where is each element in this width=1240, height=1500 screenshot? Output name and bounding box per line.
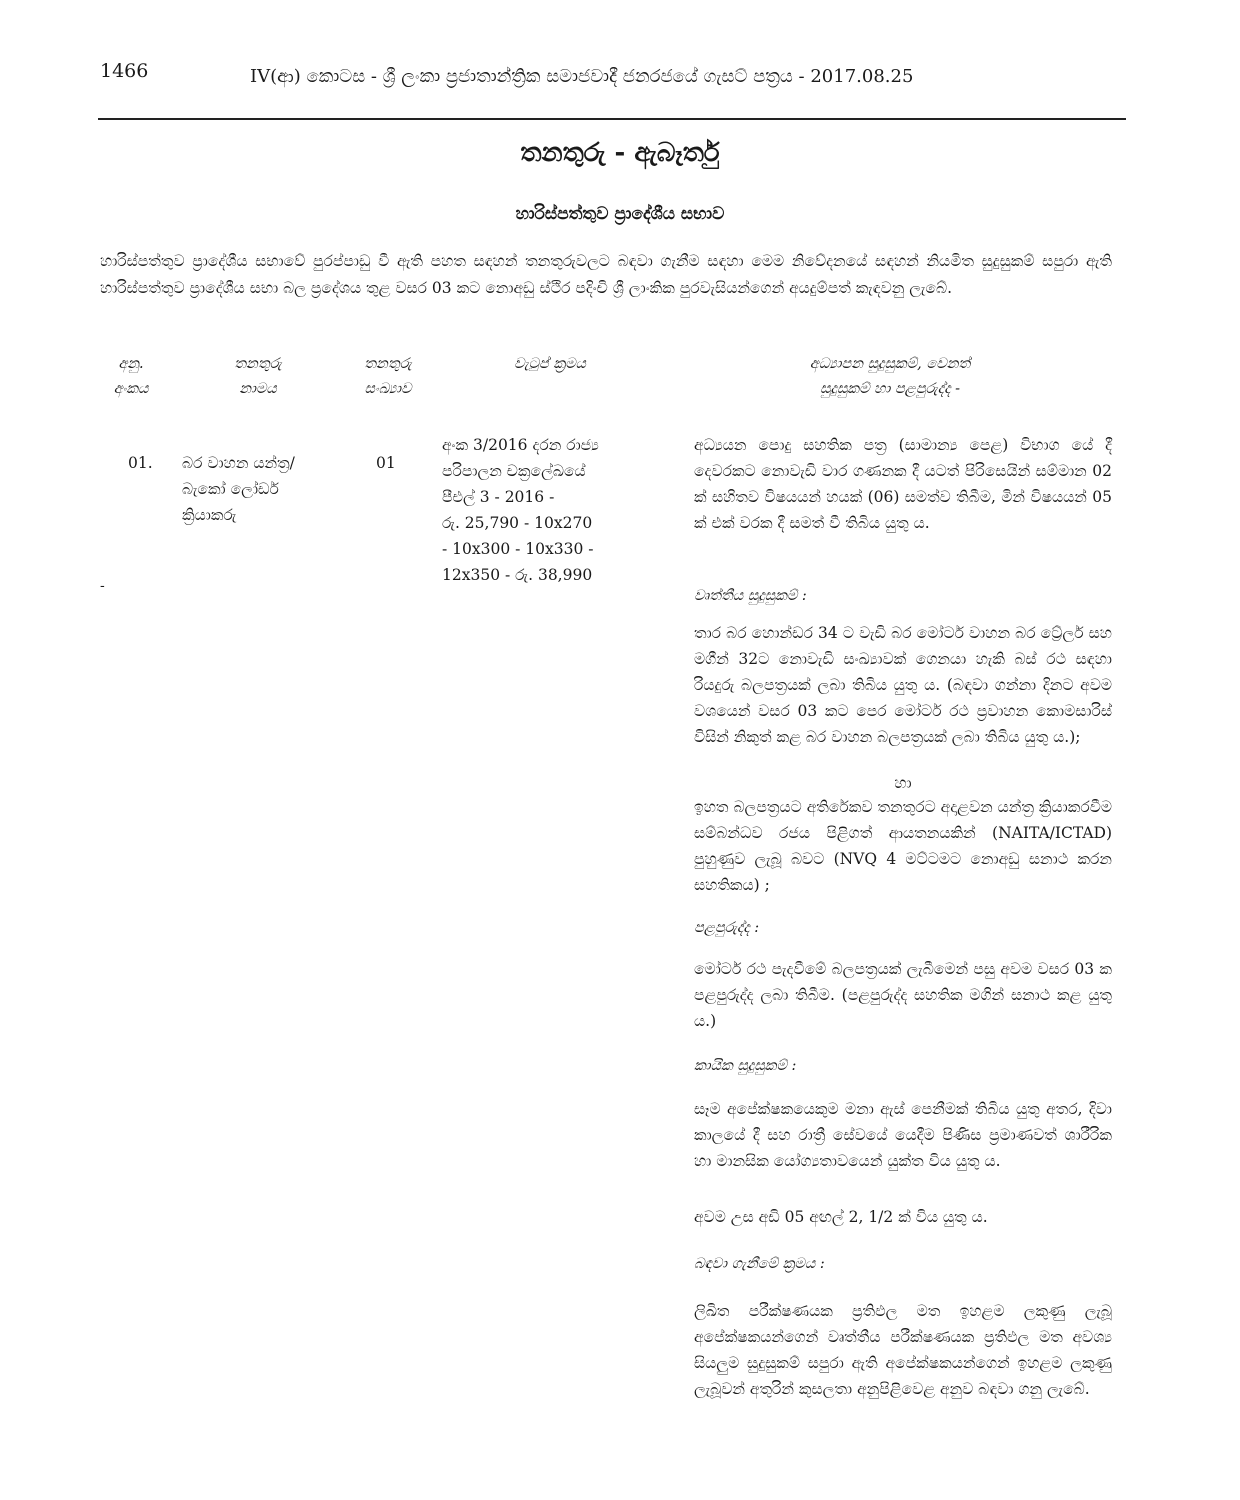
salary-line2: පරිපාලන චක්‍රලේඛයේ [442, 462, 586, 480]
section-title: තනතුරු - ඇබෑර්තු [520, 138, 720, 168]
experience-heading: පළපුරුද්ද : [694, 920, 760, 936]
col-header-salary [470, 352, 630, 377]
col-header-serial-line2: අංකය [113, 381, 149, 397]
post-name-line3: ක්‍රියාකරු [182, 506, 237, 524]
row-serial: 01. [128, 454, 153, 472]
salary-line6: 12x350 - රු. 38,990 [442, 566, 593, 584]
col-header-count [338, 352, 438, 402]
col-header-post-line2: නාමය [239, 381, 277, 397]
page-number: 1466 [100, 60, 149, 82]
col-header-salary-line1: වැටුප් ක්‍රමය [514, 356, 586, 372]
row-post-name [182, 450, 352, 528]
col-header-qual-line1: අධ්‍යාපන සුදුසුකම්, වෙනත් [809, 356, 971, 372]
col-header-count-line2: සංඛ්‍යාව [364, 381, 412, 397]
physical-qualifications-heading: කායික සුදුසුකම් : [694, 1058, 797, 1074]
and-connector: හා [894, 774, 912, 792]
header-rule [98, 118, 1126, 120]
physical-qualification-2: අවම උස අඩි 05 අඟල් 2, 1/2 ක් විය යුතු ය. [694, 1208, 988, 1226]
professional-qualifications-heading: වෘත්තීය සුදුසුකම් : [694, 588, 807, 604]
recruitment-method-heading: බඳවා ගැනීමේ ක්‍රමය : [694, 1256, 825, 1272]
post-name-line2: බැකෝ ලෝඩර් [182, 480, 279, 498]
col-header-serial-line1: අනු. [118, 356, 144, 372]
physical-qualification-1: සෑම අපේක්ෂකයෙකුම මනා ඇස් පෙනීමක් තිබිය යුතු අතර, දිවා කාලයේ දී සහ රාත්‍රී සේවයේ යෙදීම පිණිස ප්‍රමාණවත් ශාරීරික හා මානසික යෝග්‍යතාවයෙන් යුක්ත විය යුතු ය. [694, 1100, 1112, 1170]
row-count: 01 [376, 454, 396, 472]
salary-line1: අංක 3/2016 දරන රාජ්‍ය [442, 436, 599, 454]
salary-line3: පීඑල් 3 - 2016 - [442, 488, 555, 506]
row-salary [442, 432, 652, 588]
organization-name: හාරිස්පත්තුව ප්‍රාදේශීය සභාව [515, 204, 725, 224]
professional-qualification-1: තාර බර හොන්ඩර 34 ට වැඩි බර මෝටර් වාහන බර ට්‍රේලර් සහ මගීන් 32ට නොවැඩි සංඛ්‍යාවක් ගෙනයා හැකි බස් රථ සඳහා රියදුරු බලපත්‍රයක් ලබා තිබිය යුතු ය. (බඳවා ගන්නා දිනට අවම වශයෙන් වසර 03 කට පෙර මෝටර් රථ ප්‍රවාහන කොමසාරිස් විසින් නිකුත් කළ බර වාහන බලපත්‍රයක් ලබා තිබිය යුතු ය.); [694, 624, 1112, 746]
stray-dash: - [100, 578, 105, 594]
col-header-qualifications [720, 352, 1060, 402]
recruitment-method-text: ලිඛිත පරීක්ෂණයක ප්‍රතිඵල මත ඉහළම ලකුණු ලැබූ අපේක්ෂකයන්ගෙන් වෘත්තීය පරීක්ෂණයක ප්‍රතිඵල මත අවශ්‍ය සියලුම සුදුසුකම් සපුරා ඇති අපේක්ෂකයන්ගෙන් ඉහළම ලකුණු ලැබූවන් අතුරින් කුසලතා අනුපිළිවෙළ අනුව බඳවා ගනු ලැබේ. [694, 1302, 1112, 1398]
salary-line4: රු. 25,790 - 10x270 [442, 514, 593, 532]
col-header-post [198, 352, 318, 402]
post-name-line1: බර වාහන යන්ත්‍ර/ [182, 454, 295, 472]
intro-paragraph: හාරිස්පත්තුව ප්‍රාදේශීය සභාවේ පුරප්පාඩු වී ඇති පහත සඳහන් තනතුරුවලට බඳවා ගැනීම සඳහා මෙම නිවේදනයේ සඳහන් නියමිත සුදුසුකම් සපුරා ඇති හාරිස්පත්තුව ප්‍රාදේශීය සභා බල ප්‍රදේශය තුළ වසර 03 කට නොඅඩු ස්ථිර පදිංචි ශ්‍රී ලාංකික පුරවැසියන්ගෙන් අයදුම්පත් කැඳවනු ලැබේ. [100, 252, 1112, 297]
running-header: IV(ආ) කොටස - ශ්‍රී ලංකා ප්‍රජාතාන්ත්‍රික සමාජවාදී ජනරජයේ ගැසට් පත්‍රය - 2017.08.25 [250, 66, 914, 87]
col-header-serial [96, 352, 166, 402]
salary-line5: - 10x300 - 10x330 - [442, 540, 594, 558]
professional-qualification-2: ඉහත බලපත්‍රයට අතිරේකව තනතුරට අදාළවන යන්ත්‍ර ක්‍රියාකරවීම සම්බන්ධව රජය පිළිගත් ආයතනයකින් (NAITA/ICTAD) පුහුණුව ලැබූ බවට (NVQ 4 මට්ටමට නොඅඩු සනාථ කරන සහතිකය) ; [694, 798, 1112, 894]
education-qualification: අධ්‍යයන පොදු සහතික පත්‍ර (සාමාන්‍ය පෙළ) විභාග යේ දී දෙවරකට නොවැඩි වාර ගණනක දී යටත් පිරිසෙයින් සම්මාන 02 ක් සහිතව විෂයයන් හයක් (06) සමත්ව තිබීම, මින් විෂයයන් 05 ක් එක් වරක දී සමත් වී තිබිය යුතු ය. [694, 436, 1112, 532]
col-header-count-line1: තනතුරු [364, 356, 412, 372]
col-header-post-line1: තනතුරු [234, 356, 282, 372]
col-header-qual-line2: සුදුසුකම් හා පළපුරුද්ද - [819, 381, 961, 397]
experience-text: මෝටර් රථ පැදවීමේ බලපත්‍රයක් ලැබීමෙන් පසු අවම වසර 03 ක පළපුරුද්ද ලබා තිබීම. (පළපුරුද්ද සහතික මගින් සනාථ කළ යුතු ය.) [694, 960, 1112, 1030]
